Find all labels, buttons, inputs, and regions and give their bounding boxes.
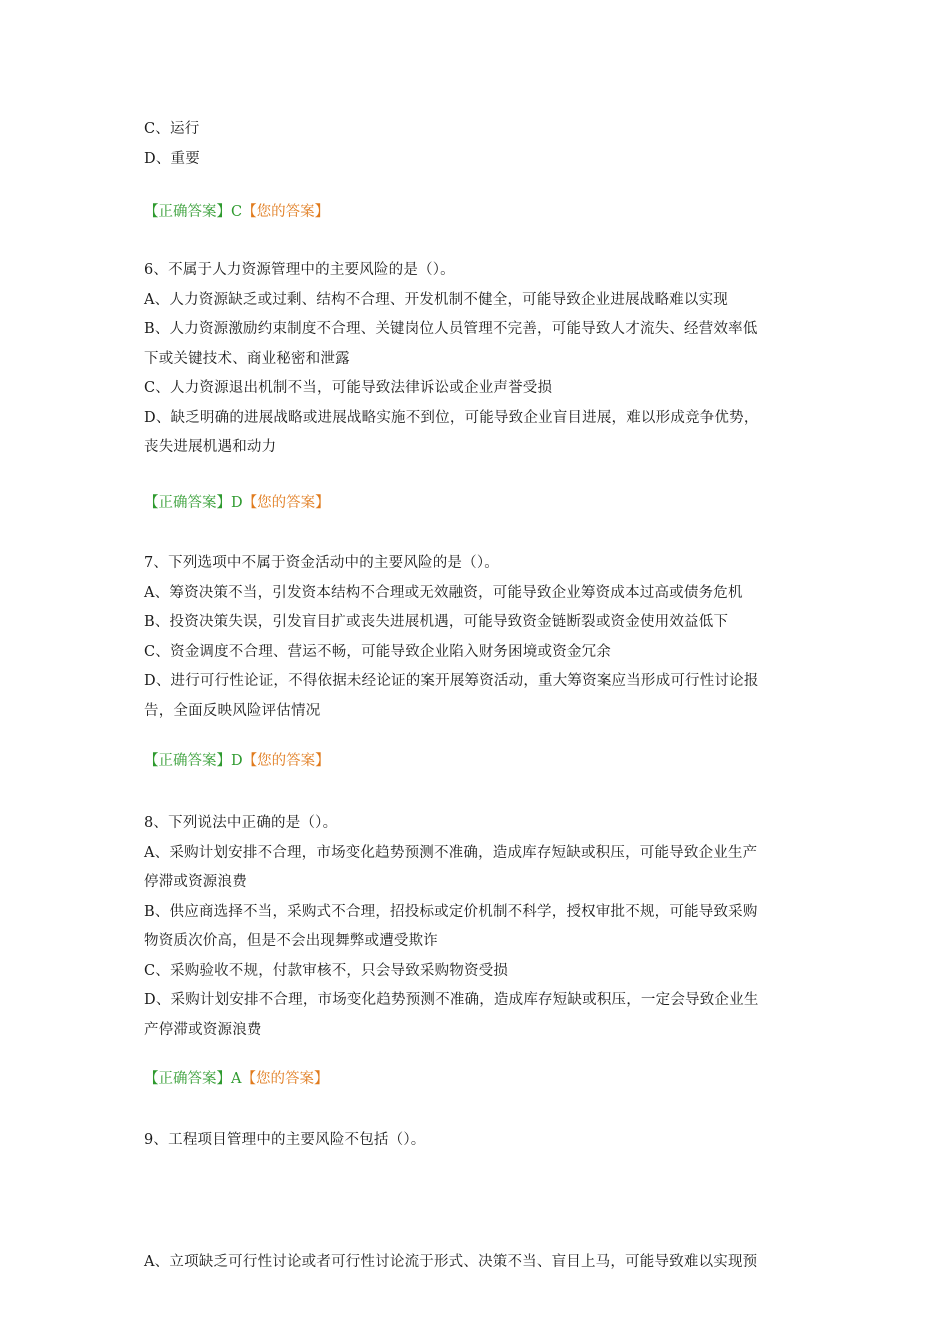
option-line: A、采购计划安排不合理，市场变化趋势预测不准确，造成库存短缺或积压，可能导致企业生产: [144, 844, 758, 861]
your-answer-label: 【您的答案】: [242, 495, 330, 511]
correct-answer-label: 【正确答案】: [144, 495, 231, 511]
question-text: 6、不属于人力资源管理中的主要风险的是（）。: [144, 262, 455, 278]
question-9: [144, 1126, 814, 1156]
q5-answer: [144, 201, 329, 223]
option-line: 下或关键技术、商业秘密和泄露: [144, 350, 350, 367]
correct-answer-value: D: [231, 753, 243, 769]
correct-answer-label: 【正确答案】: [144, 753, 231, 769]
question-8: [144, 809, 814, 1045]
q8-answer: [144, 1068, 328, 1090]
your-answer-label: 【您的答案】: [242, 204, 330, 220]
q5-options: [144, 115, 814, 174]
option-line: B、人力资源激励约束制度不合理、关键岗位人员管理不完善，可能导致人才流失、经营效率低: [144, 321, 758, 337]
option-c: C、运行: [144, 121, 200, 137]
option-line: B、供应商选择不当，采购式不合理，招投标或定价机制不科学，授权审批不规，可能导致采购: [144, 903, 758, 920]
correct-answer-value: A: [231, 1071, 242, 1087]
q6-answer: [144, 492, 330, 514]
option-line: D、进行可行性论证，不得依据未经论证的案开展筹资活动，重大筹资案应当形成可行性讨论报: [144, 673, 759, 689]
option-line: A、筹资决策不当，引发资本结构不合理或无效融资，可能导致企业筹资成本过高或债务危机: [144, 584, 743, 601]
your-answer-label: 【您的答案】: [242, 753, 330, 769]
correct-answer-value: C: [231, 204, 243, 220]
option-line: D、采购计划安排不合理，市场变化趋势预测不准确，造成库存短缺或积压，一定会导致企业生: [144, 992, 759, 1008]
option-line: 产停滞或资源浪费: [144, 1021, 262, 1038]
option-line: 告，全面反映风险评估情况: [144, 702, 321, 719]
correct-answer-label: 【正确答案】: [144, 1071, 231, 1087]
option-line: C、资金调度不合理、营运不畅，可能导致企业陷入财务困境或资金冗余: [144, 643, 611, 660]
correct-answer-value: D: [231, 495, 243, 511]
your-answer-label: 【您的答案】: [241, 1071, 329, 1087]
question-text: 8、下列说法中正确的是（）。: [144, 815, 338, 831]
question-text: 7、下列选项中不属于资金活动中的主要风险的是（）。: [144, 555, 499, 571]
option-line: 丧失进展机遇和动力: [144, 439, 277, 455]
q7-answer: [144, 750, 330, 772]
question-7: [144, 549, 814, 726]
option-line: 物资质次价高，但是不会出现舞弊或遭受欺诈: [144, 933, 438, 949]
option-d: D、重要: [144, 150, 200, 167]
option-line: A、立项缺乏可行性讨论或者可行性讨论流于形式、决策不当、盲目上马，可能导致难以实现预: [144, 1254, 758, 1270]
option-line: B、投资决策失误，引发盲目扩或丧失进展机遇，可能导致资金链断裂或资金使用效益低下: [144, 614, 729, 630]
question-6: [144, 256, 814, 463]
question-9-options: [144, 1248, 814, 1278]
option-line: A、人力资源缺乏或过剩、结构不合理、开发机制不健全，可能导致企业进展战略难以实现: [144, 291, 728, 308]
option-line: C、人力资源退出机制不当，可能导致法律诉讼或企业声誉受损: [144, 380, 553, 396]
question-text: 9、工程项目管理中的主要风险不包括（）。: [144, 1132, 426, 1148]
correct-answer-label: 【正确答案】: [144, 204, 231, 220]
option-line: 停滞或资源浪费: [144, 874, 247, 890]
option-line: C、采购验收不规，付款审核不，只会导致采购物资受损: [144, 962, 509, 979]
option-line: D、缺乏明确的进展战略或进展战略实施不到位，可能导致企业盲目进展，难以形成竞争优势，: [144, 409, 759, 426]
